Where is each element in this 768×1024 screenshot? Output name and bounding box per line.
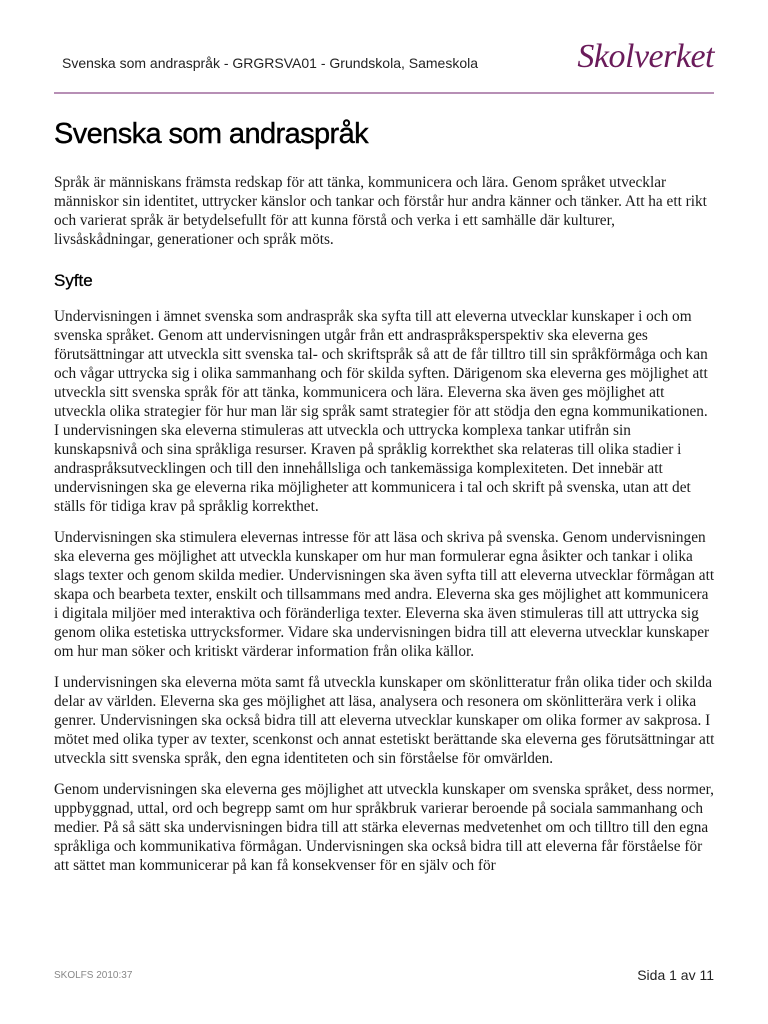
- page-number: Sida 1 av 11: [637, 967, 714, 983]
- page-title: Svenska som andraspråk: [54, 118, 369, 150]
- skolverket-logo: Skolverket: [577, 38, 714, 75]
- header-title: Svenska som andraspråk - GRGRSVA01 - Grundskola, Sameskola: [62, 55, 479, 71]
- paragraph: Undervisningen i ämnet svenska som andraspråk ska syfta till att eleverna utvecklar kunskaper i och om svenska språket. Genom att undervisningen utgår från ett andraspråksperspektiv ska eleverna ges förutsättningar att utveckla sitt svenska tal- och skriftspråk så att de får tilltro till sin språkförmåga och kan och vågar uttrycka sig i olika sammanhang och för skilda syften. Därigenom ska eleverna ges möjlighet att utveckla sitt svenska språk för att tänka, kommunicera och lära. Eleverna ska även ges möjlighet att utveckla olika strategier för hur man lär sig språk samt strategier för att stödja den egna kommunikationen. I undervisningen ska eleverna stimuleras att utveckla och uttrycka komplexa tankar utifrån sin kunskapsnivå och sina språkliga resurser. Kraven på språklig korrekthet ska relateras till olika stadier i andraspråksutvecklingen och till den innehållsliga och tankemässiga komplexiteten. Det innebär att undervisningen ska ge eleverna rika möjligheter att kommunicera i tal och skrift på svenska, utan att det ställs för tidiga krav på språklig korrekthet.: [54, 308, 708, 515]
- page-header: [54, 40, 714, 94]
- document-body: [54, 118, 716, 887]
- intro-paragraph: Språk är människans främsta redskap för att tänka, kommunicera och lära. Genom språket utvecklar människor sin identitet, uttrycker känslor och tankar och förstår hur andra känner och tänker. Att ha ett rikt och varierat språk är betydelsefullt för att kunna förstå och verka i ett samhälle där kulturer, livsåskådningar, generationer och språk möts.: [54, 174, 707, 248]
- paragraph: Genom undervisningen ska eleverna ges möjlighet att utveckla kunskaper om svenska språket, dess normer, uppbyggnad, uttal, ord och begrepp samt om hur språkbruk varierar beroende på sociala sammanhang och medier. På så sätt ska undervisningen bidra till att stärka elevernas medvetenhet om och tilltro till den egna språkliga och kommunikativa förmågan. Undervisningen ska också bidra till att eleverna får förståelse för att sättet man kommunicerar på kan få konsekvenser för en själv och för: [54, 781, 714, 874]
- footer-reference: SKOLFS 2010:37: [54, 970, 133, 981]
- paragraph: I undervisningen ska eleverna möta samt få utveckla kunskaper om skönlitteratur från olika tider och skilda delar av världen. Eleverna ska ges möjlighet att läsa, analysera och resonera om skönlitterära verk i olika genrer. Undervisningen ska också bidra till att eleverna utvecklar kunskaper om olika former av sakprosa. I mötet med olika typer av texter, scenkonst och annat estetiskt berättande ska eleverna ges förutsättningar att utveckla sitt svenska språk, den egna identiteten och sin förståelse för omvärlden.: [54, 674, 715, 767]
- paragraph: Undervisningen ska stimulera elevernas intresse för att läsa och skriva på svenska. Genom undervisningen ska eleverna ges möjlighet att utveckla kunskaper om hur man formulerar egna åsikter och tankar i olika slags texter och genom skilda medier. Undervisningen ska även syfta till att eleverna utvecklar förmågan att skapa och bearbeta texter, enskilt och tillsammans med andra. Eleverna ska ges möjlighet att kommunicera i digitala miljöer med interaktiva och föränderliga texter. Eleverna ska även stimuleras till att uttrycka sig genom olika estetiska uttrycksformer. Vidare ska undervisningen bidra till att eleverna utvecklar kunskaper om hur man söker och kritiskt värderar information från olika källor.: [54, 529, 715, 660]
- section-heading: Syfte: [54, 271, 93, 290]
